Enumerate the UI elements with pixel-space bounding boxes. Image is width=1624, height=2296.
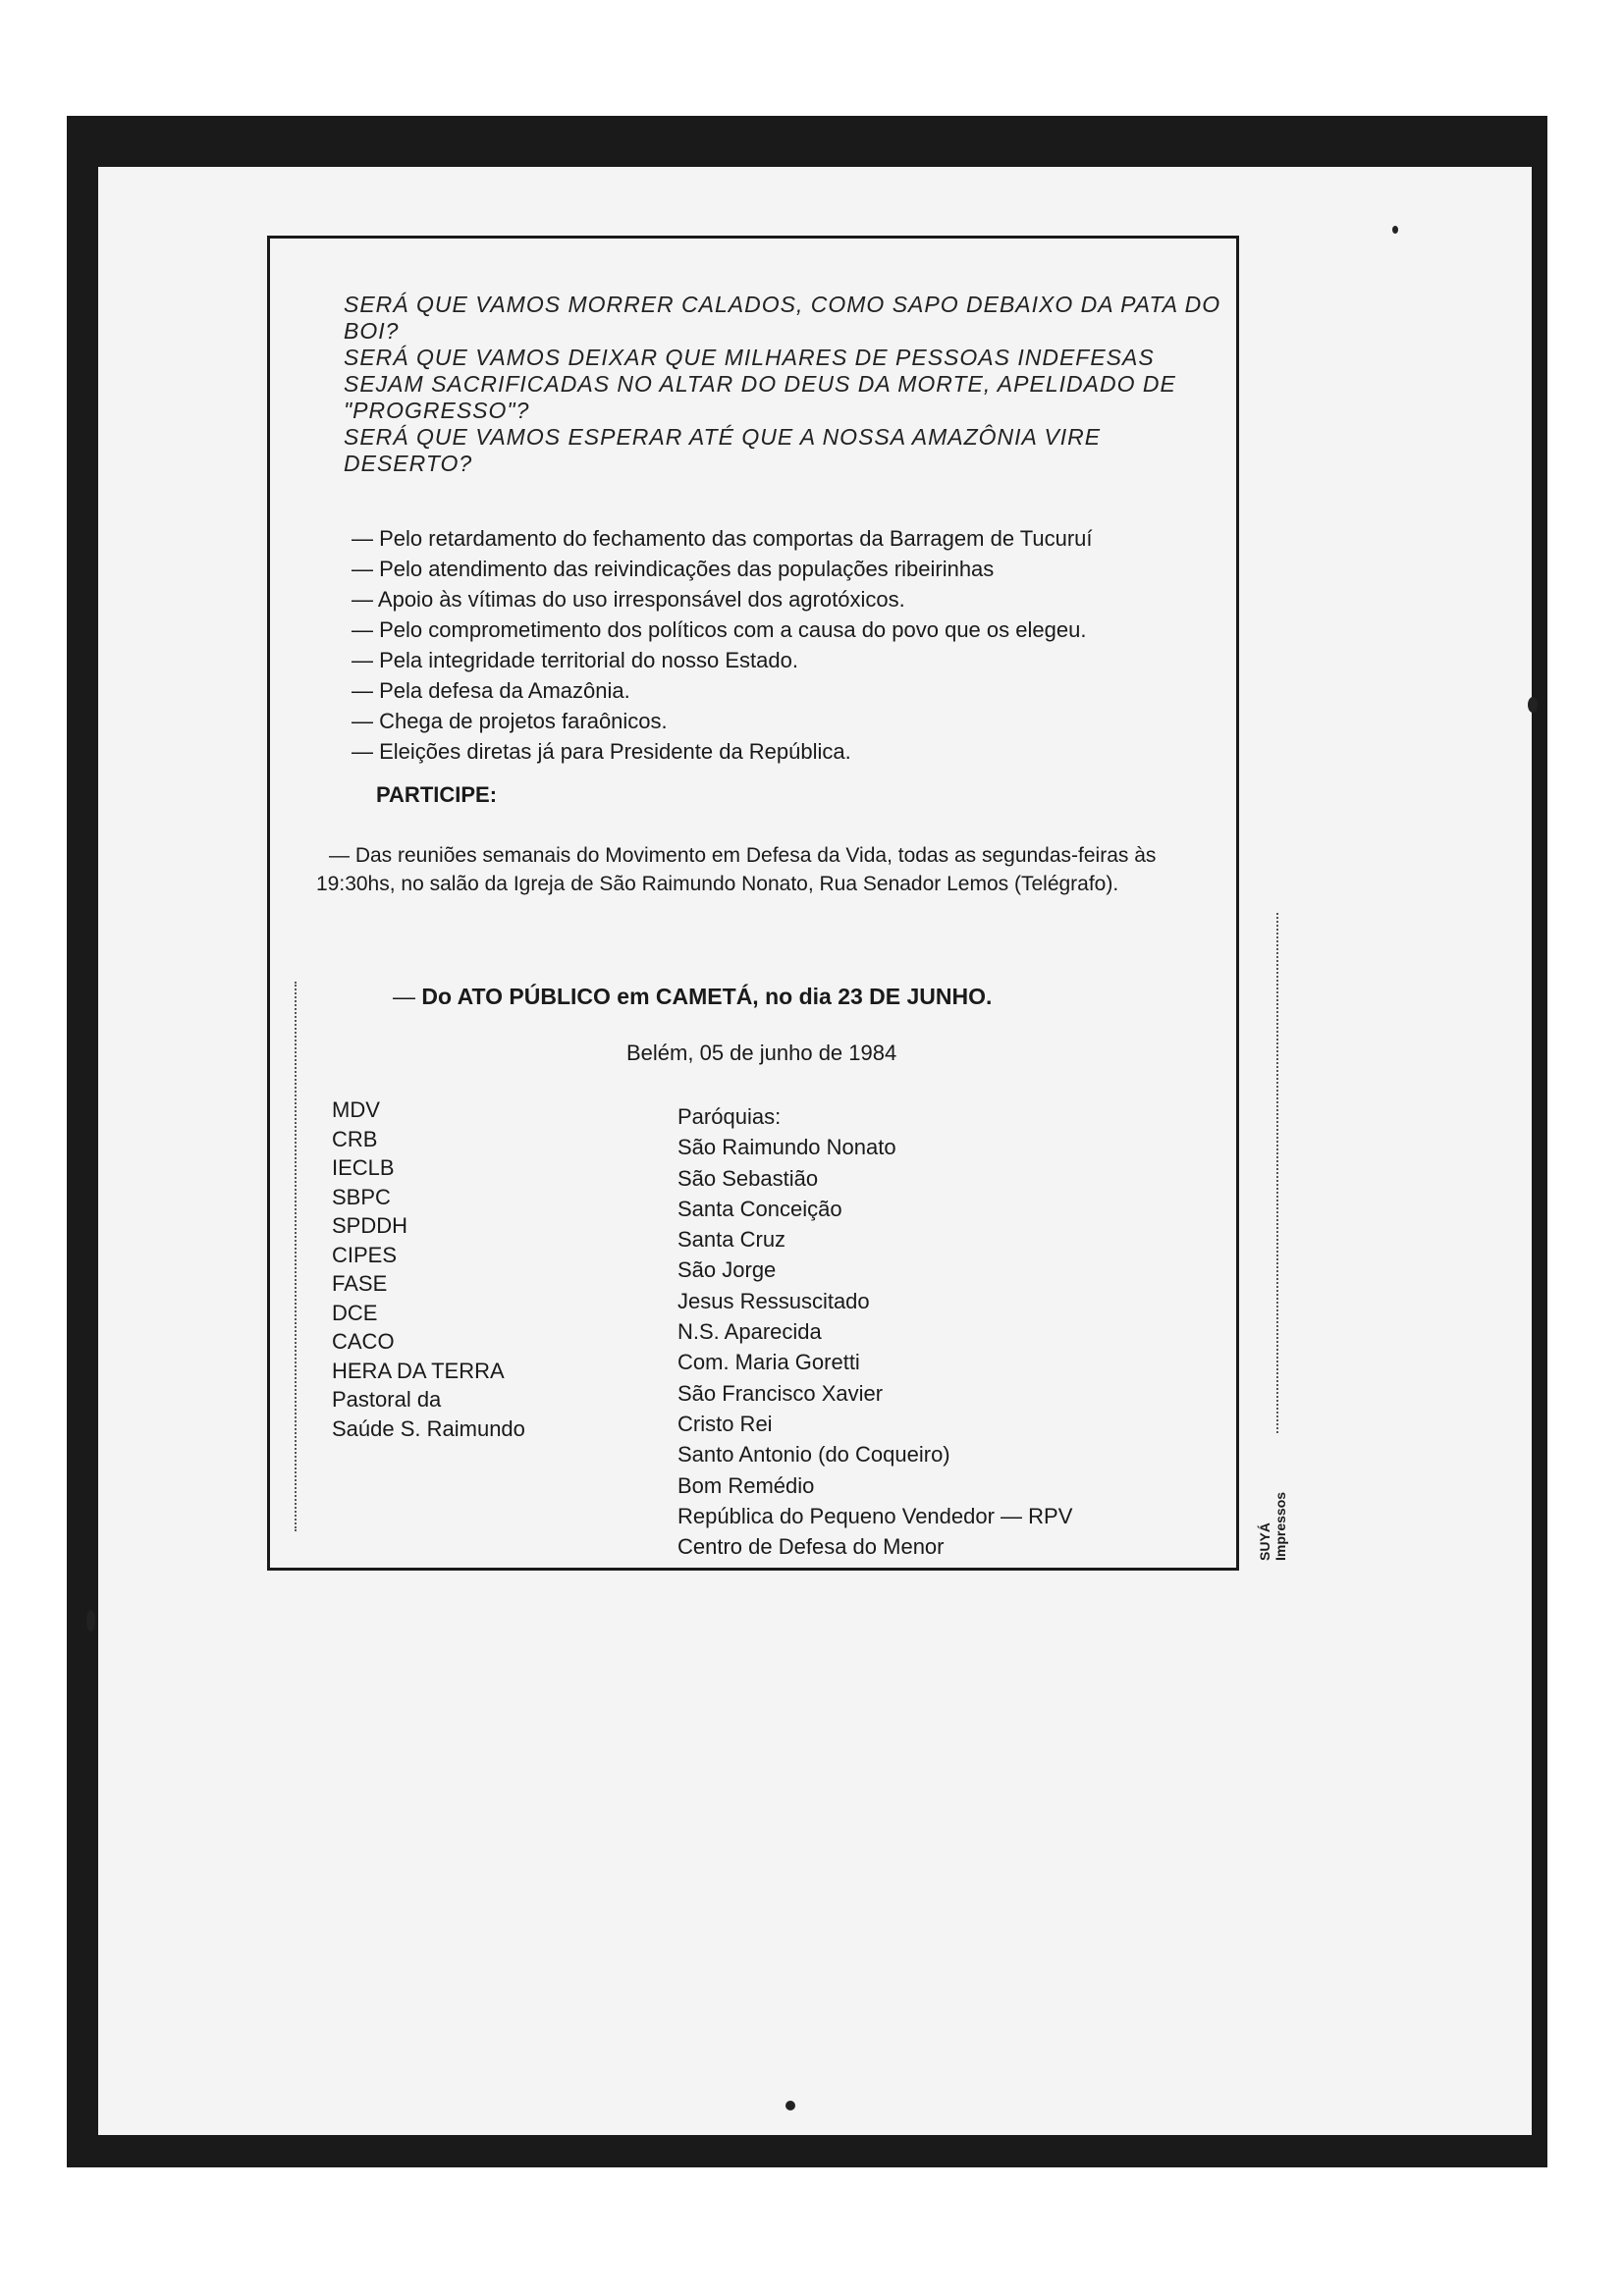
parish-item: São Sebastião bbox=[677, 1165, 819, 1191]
parish-item: Paróquias: bbox=[677, 1104, 782, 1129]
parish-item: Cristo Rei bbox=[677, 1411, 773, 1436]
printer-stamp: SUYÁ Impressos bbox=[1257, 1491, 1288, 1561]
signatory-parishes bbox=[677, 1101, 1072, 1562]
organization-item: DCE bbox=[332, 1300, 378, 1325]
parish-item: República do Pequeno Vendedor — RPV bbox=[677, 1503, 1073, 1528]
organization-item: Pastoral da bbox=[332, 1387, 442, 1412]
signatory-organizations bbox=[332, 1095, 525, 1443]
organization-item: HERA DA TERRA bbox=[332, 1358, 505, 1383]
demand-item: — Chega de projetos faraônicos. bbox=[352, 706, 1235, 736]
headline-question: SERÁ QUE VAMOS ESPERAR ATÉ QUE A NOSSA AMAZÔNIA VIRE DESERTO? bbox=[344, 424, 1102, 476]
demand-item: — Pelo retardamento do fechamento das comportas da Barragem de Tucuruí bbox=[352, 523, 1235, 554]
demand-item: — Pela integridade territorial do nosso Estado. bbox=[352, 645, 1235, 675]
weekly-meetings-text: — Das reuniões semanais do Movimento em Defesa da Vida, todas as segundas-feiras às 19:30hs, no salão da Igreja de São Raimundo Nonato, Rua Senador Lemos (Telégrafo). bbox=[316, 844, 1157, 895]
parish-item: São Jorge bbox=[677, 1257, 777, 1283]
parish-item: São Raimundo Nonato bbox=[677, 1135, 896, 1160]
demand-item: — Apoio às vítimas do uso irresponsável dos agrotóxicos. bbox=[352, 584, 1235, 614]
dateline: Belém, 05 de junho de 1984 bbox=[626, 1041, 897, 1065]
parish-item: Jesus Ressuscitado bbox=[677, 1288, 870, 1313]
organization-item: SBPC bbox=[332, 1184, 391, 1209]
demand-item: — Pela defesa da Amazônia. bbox=[352, 675, 1235, 706]
scan-speck bbox=[1528, 697, 1538, 713]
organization-item: SPDDH bbox=[332, 1213, 408, 1238]
parish-item: Santa Conceição bbox=[677, 1196, 842, 1221]
organization-item: CIPES bbox=[332, 1242, 398, 1267]
parish-item: Bom Remédio bbox=[677, 1472, 815, 1498]
public-act-text: Do ATO PÚBLICO em CAMETÁ, no dia 23 DE JUNHO. bbox=[421, 984, 993, 1009]
headline-question: SERÁ QUE VAMOS DEIXAR QUE MILHARES DE PESSOAS INDEFESAS SEJAM SACRIFICADAS NO ALTAR DO DEUS DA MORTE, APELIDADO DE "PROGRESSO"? bbox=[344, 345, 1176, 423]
parish-item: Com. Maria Goretti bbox=[677, 1350, 860, 1375]
organization-item: FASE bbox=[332, 1271, 388, 1296]
organization-item: Saúde S. Raimundo bbox=[332, 1415, 525, 1441]
headline-questions bbox=[344, 292, 1227, 477]
public-act-line bbox=[393, 984, 992, 1010]
organization-item: CACO bbox=[332, 1329, 395, 1354]
demands-list bbox=[352, 523, 1235, 767]
headline-question: SERÁ QUE VAMOS MORRER CALADOS, COMO SAPO DEBAIXO DA PATA DO BOI? bbox=[344, 292, 1221, 344]
parish-item: Santa Cruz bbox=[677, 1227, 786, 1253]
parish-item: Centro de Defesa do Menor bbox=[677, 1534, 945, 1560]
organization-item: IECLB bbox=[332, 1155, 395, 1180]
demand-item: — Eleições diretas já para Presidente da República. bbox=[352, 736, 1235, 767]
demand-item: — Pelo atendimento das reivindicações das populações ribeirinhas bbox=[352, 554, 1235, 584]
organization-item: CRB bbox=[332, 1126, 378, 1151]
scan-speck bbox=[86, 1610, 95, 1631]
parish-item: Santo Antonio (do Coqueiro) bbox=[677, 1442, 950, 1468]
right-margin-marks bbox=[1276, 913, 1292, 1433]
scan-speck bbox=[1392, 226, 1398, 234]
demand-item: — Pelo comprometimento dos políticos com a causa do povo que os elegeu. bbox=[352, 614, 1235, 645]
participe-heading: PARTICIPE: bbox=[376, 782, 498, 807]
scan-speck bbox=[785, 2101, 795, 2110]
organization-item: MDV bbox=[332, 1097, 380, 1122]
parish-item: N.S. Aparecida bbox=[677, 1319, 822, 1345]
parish-item: São Francisco Xavier bbox=[677, 1380, 884, 1406]
